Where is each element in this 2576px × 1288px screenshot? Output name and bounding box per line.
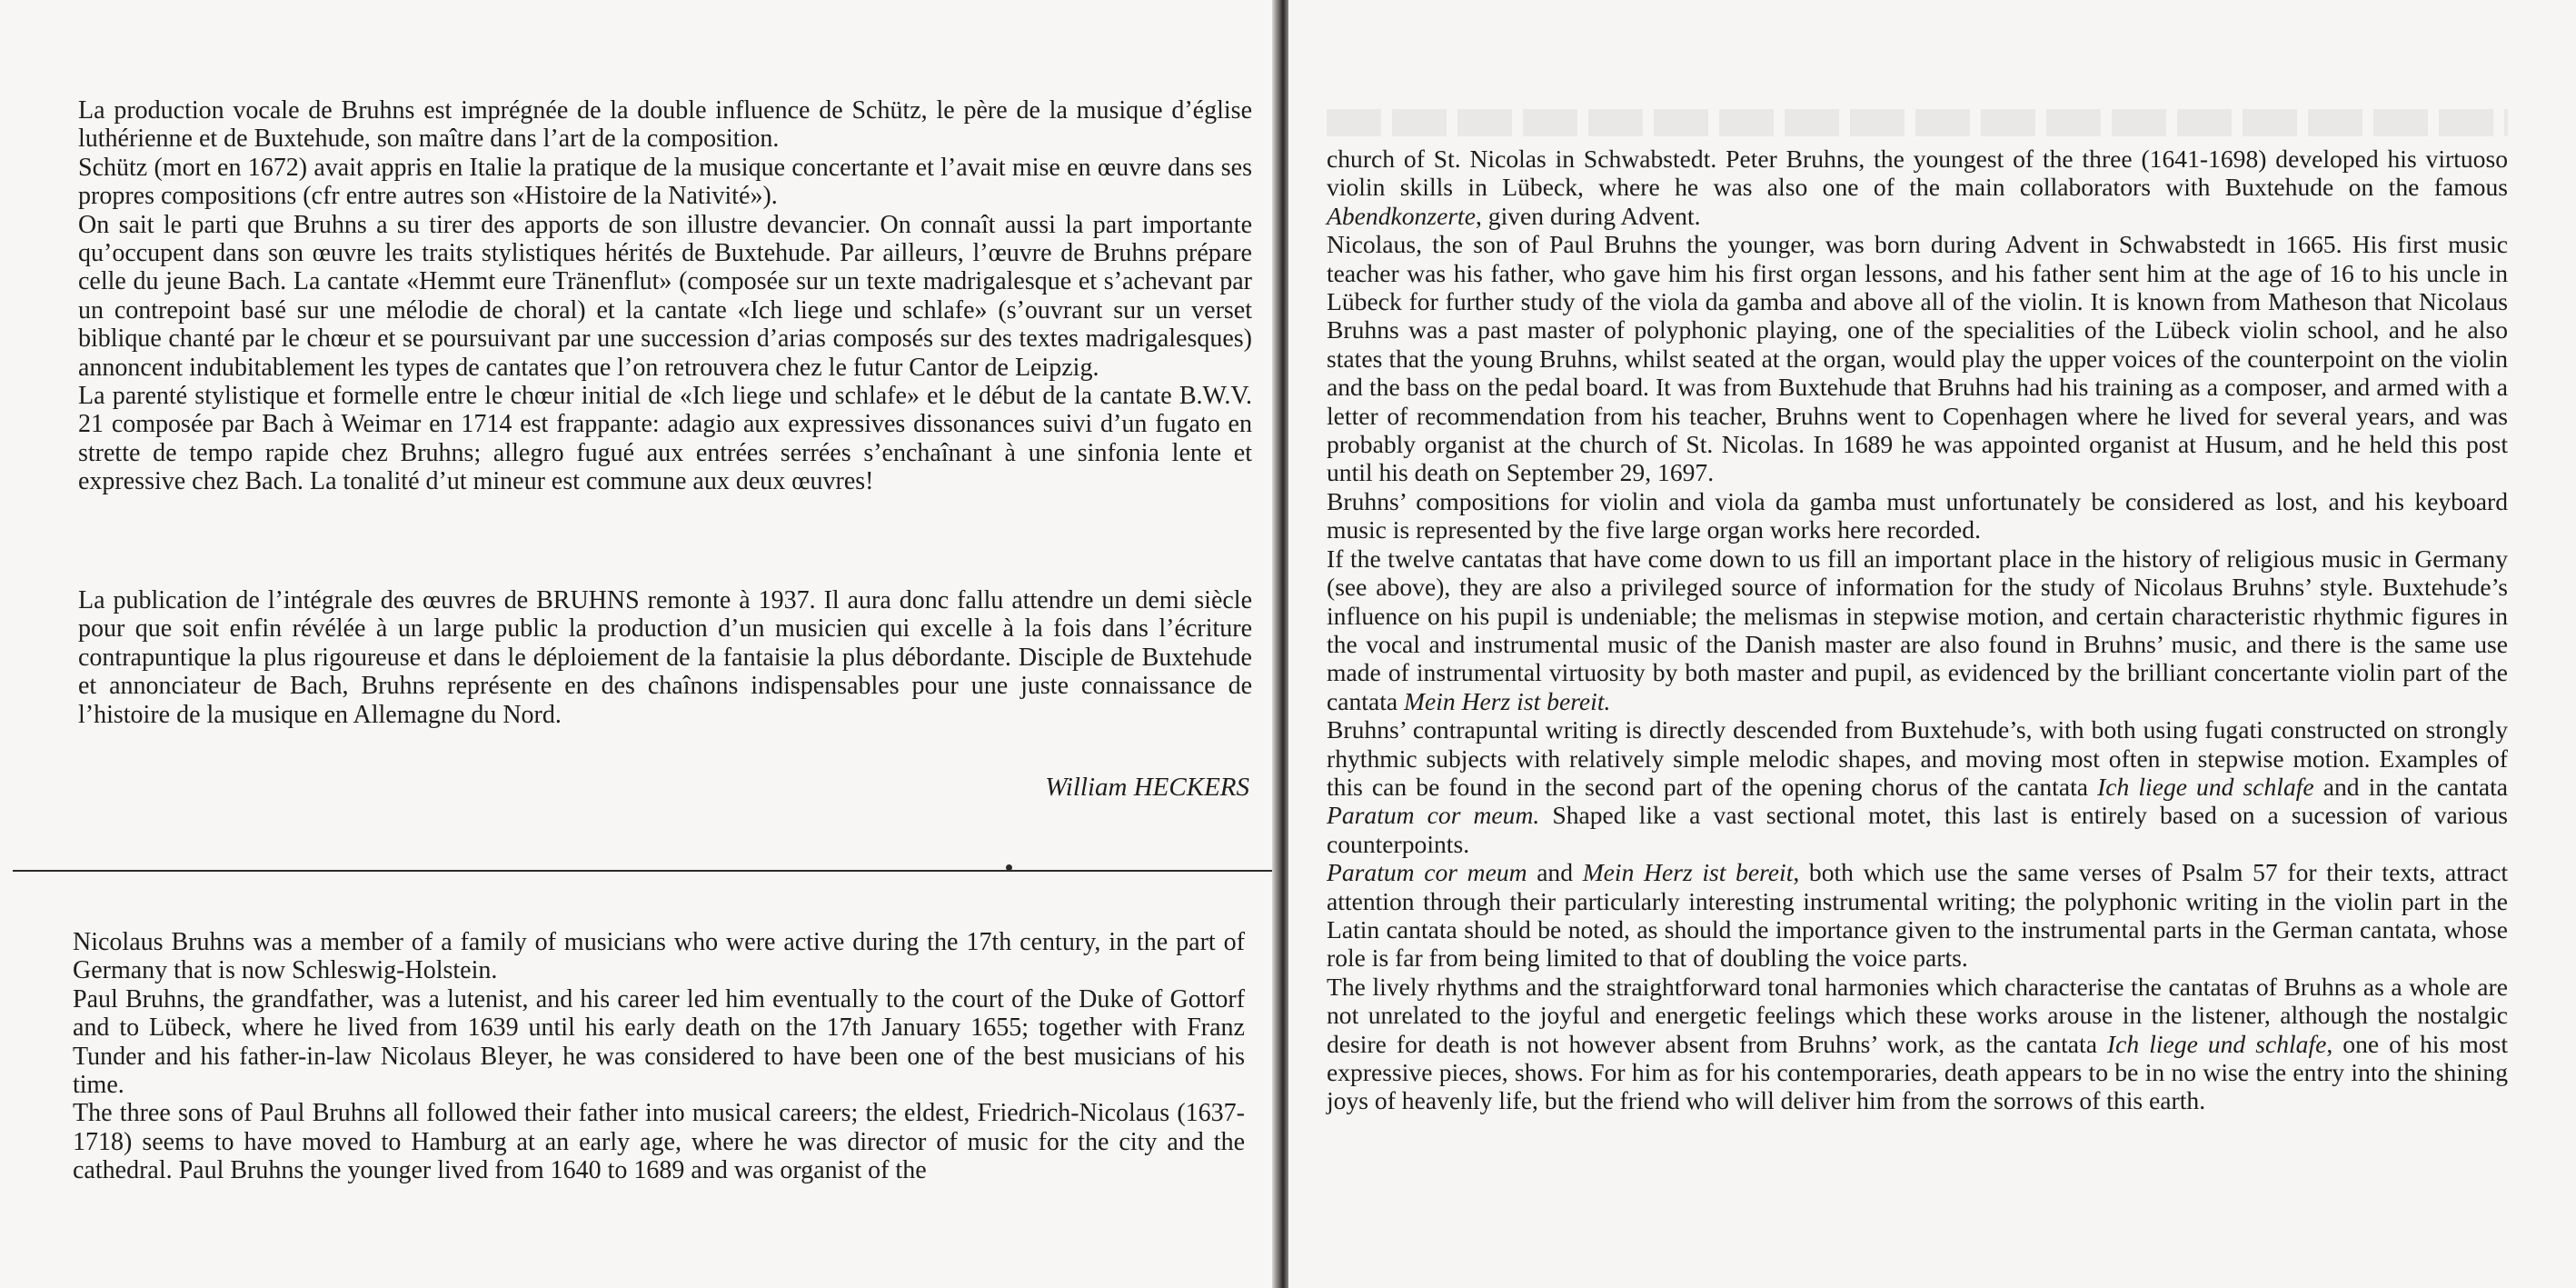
english-paragraph: The lively rhythms and the straightforward tonal harmonies which characterise the cantatas of Bruhns as a whole are not unrelated to the joyful and energetic feelings which these works arouse in the listener, although the nostalgic desire for death is not however absent from Bruhns’ work, as the cantata Ich liege und schlafe, one of his most expressive pieces, shows. For him as for his contemporaries, death appears to be in no wise the entry into the shining joys of heavenly life, but the friend who will deliver him from the sorrows of this earth. — [1327, 972, 2508, 1115]
english-paragraph: If the twelve cantatas that have come down to us fill an important place in the history of religious music in Germany (see above), they are also a privileged source of information for the study of Nicolaus Bruhns’ style. Buxtehude’s influence on his pupil is undeniable; the melismas in stepwise motion, and certain characteristic rhythmic figures in the vocal and instrumental music of the Danish master are also found in Bruhns’ music, and there is the same use made of instrumental virtuosity by both master and pupil, as evidenced by the brilliant concertante violin part of the cantata Mein Herz ist bereit. — [1327, 544, 2508, 715]
english-paragraph: Paratum cor meum and Mein Herz ist bereit, both which use the same verses of Psalm 57 for their texts, attract attention through their particularly interesting instrumental writing; the polyphonic writing in the violin part in the Latin cantata should be noted, as should the importance given to the instrumental parts in the German cantata, whose role is far from being limited to that of doubling the voice parts. — [1327, 858, 2508, 973]
english-paragraph: Nicolaus, the son of Paul Bruhns the younger, was born during Advent in Schwabstedt in 1665. His first music teacher was his father, who gave him his first organ lessons, and his father sent him at the age of 16 to his uncle in Lübeck for further study of the viola da gamba and above all of the violin. It is known from Matheson that Nicolaus Bruhns was a past master of polyphonic playing, one of the specialities of the Lübeck violin school, and he also states that the young Bruhns, whilst seated at the organ, would play the upper voices of the counterpoint on the violin and the bass on the pedal board. It was from Buxtehude that Bruhns had his training as a composer, and armed with a letter of recommendation from his teacher, Bruhns went to Copenhagen where he lived for several years, and was probably organist at the church of St. Nicolas. In 1689 he was appointed organist at Husum, and he held this post until his death on September 29, 1697. — [1327, 230, 2508, 487]
french-closing-block — [78, 586, 1252, 729]
french-paragraph: La parenté stylistique et formelle entre le chœur initial de «Ich liege und schlafe» et le début de la cantate B.W.V. 21 composée par Bach à Weimar en 1714 est frappante: adagio aux expressives dissonances suivi d’un fugato en strette de tempo rapide chez Bruhns; allegro fugué aux entrées serrées s’enchaînant à une sinfonia lente et expressive chez Bach. La tonalité d’ut mineur est commune aux deux œuvres! — [78, 382, 1252, 496]
english-paragraph: Paul Bruhns, the grandfather, was a lutenist, and his career led him eventually to the court of the Duke of Gottorf and to Lübeck, where he lived from 1639 until his early death on the 17th January 1655; together with Franz Tunder and his father-in-law Nicolaus Bleyer, he was considered to have been one of the best musicians of his time. — [73, 984, 1245, 1100]
english-paragraph: Bruhns’ compositions for violin and viola da gamba must unfortunately be considered as lost, and his keyboard music is represented by the five large organ works here recorded. — [1327, 486, 2508, 544]
french-paragraph: On sait le parti que Bruhns a su tirer des apports de son illustre devancier. On connaît aussi la part importante qu’occupent dans son œuvre les traits stylistiques hérités de Buxtehude. Par ailleurs, l’œuvre de Bruhns prépare celle du jeune Bach. La cantate «Hemmt eure Tränenflut» (composée sur un texte madrigalesque et s’achevant par un contrepoint basé sur une mélodie de choral) et la cantate «Ich liege und schlafe» (s’ouvrant sur un verset biblique chanté par le chœur et se poursuivant par une succession d’arias composés sur des textes madrigalesques) annoncent indubitablement les types de cantates que l’on retrouvera chez le futur Cantor de Leipzig. — [78, 210, 1252, 382]
left-page — [0, 0, 1277, 1288]
bleed-through-text — [1327, 109, 2508, 136]
divider-mark — [1006, 864, 1012, 871]
section-divider — [13, 870, 1276, 872]
english-paragraph: church of St. Nicolas in Schwabstedt. Peter Bruhns, the youngest of the three (1641-1698) developed his virtuoso violin skills in Lübeck, where he was also one of the main collaborators with Buxtehude on the famous Abendkonzerte, given during Advent. — [1327, 145, 2508, 230]
author-signature: William HECKERS — [1045, 773, 1249, 802]
french-text-block — [78, 96, 1252, 496]
english-text-block-right — [1327, 145, 2508, 1115]
english-paragraph: The three sons of Paul Bruhns all followed their father into musical careers; the eldest, Friedrich-Nicolaus (1637-1718) seems to have moved to Hamburg at an early age, where he was director of music for the city and the cathedral. Paul Bruhns the younger lived from 1640 to 1689 and was organist of the — [73, 1099, 1245, 1185]
english-paragraph: Nicolaus Bruhns was a member of a family of musicians who were active during the 17th century, in the part of Germany that is now Schleswig-Holstein. — [73, 928, 1245, 985]
english-paragraph: Bruhns’ contrapuntal writing is directly descended from Buxtehude’s, with both using fugati constructed on strongly rhythmic subjects with relatively simple melodic shapes, and moving most often in stepwise motion. Examples of this can be found in the second part of the opening chorus of the cantata Ich liege und schlafe and in the cantata Paratum cor meum. Shaped like a vast sectional motet, this last is entirely based on a sucession of various counterpoints. — [1327, 715, 2509, 858]
french-paragraph: Schütz (mort en 1672) avait appris en Italie la pratique de la musique concertante et l’avait mise en œuvre dans ses propres compositions (cfr entre autres son «Histoire de la Nativité»). — [78, 153, 1252, 211]
french-paragraph: La production vocale de Bruhns est imprégnée de la double influence de Schütz, le père de la musique d’église luthérienne et de Buxtehude, son maître dans l’art de la composition. — [78, 96, 1252, 154]
english-text-block-left — [73, 928, 1245, 1185]
french-closing-paragraph: La publication de l’intégrale des œuvres de BRUHNS remonte à 1937. Il aura donc fallu attendre un demi siècle pour que soit enfin révélée à un large public la production d’un musicien qui excelle à la fois dans l’écriture contrapuntique la plus rigoureuse et dans le déploiement de la fantaisie la plus débordante. Disciple de Buxtehude et annonciateur de Bach, Bruhns représente en des chaînons indispensables pour une juste connaissance de l’histoire de la musique en Allemagne du Nord. — [78, 586, 1252, 729]
